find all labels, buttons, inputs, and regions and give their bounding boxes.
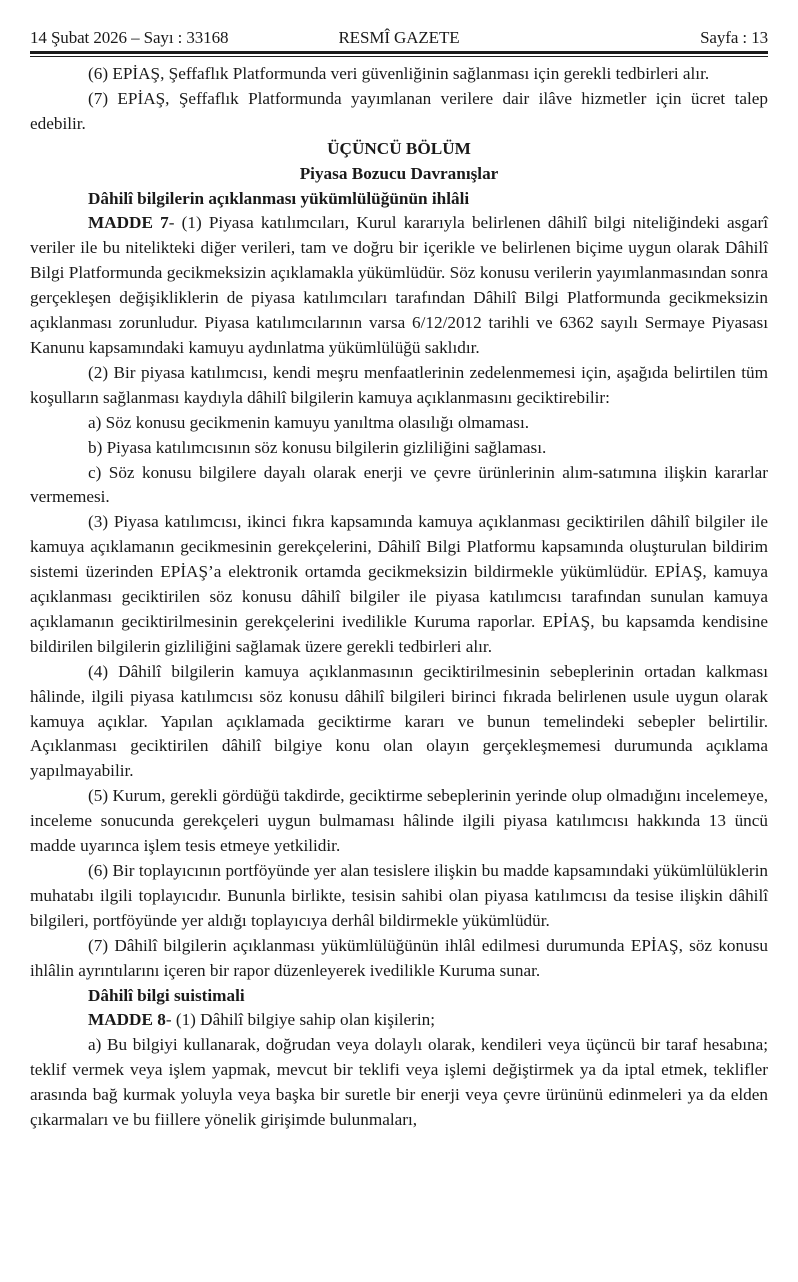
article-8-paragraph-1: MADDE 8- (1) Dâhilî bilgiye sahip olan kişilerin; (88, 1010, 436, 1030)
article-8-item-a: a) Bu bilgiyi kullanarak, doğrudan veya dolaylı olarak, kendileri veya üçüncü bir taraf hesabına; teklif vermek veya işlem yapmak, mevcut bir teklifi veya işlemi değiştirmek ya da iptal etmek, teklifler arasında bağ kurmak yoluyla veya başka bir suretle bir enerji veya çevre ürününü edinmeleri ya da elden çıkarmaları ve bu fiillere yönelik girişimde bulunmaları, (30, 1035, 768, 1130)
article-7-paragraph-1: MADDE 7- (1) Piyasa katılımcıları, Kurul kararıyla belirlenen dâhilî bilgi niteliğindeki asgarî veriler ile bu nitelikteki diğer verileri, tam ve doğru bir içerikle ve belirlenen biçime uygun olarak Dâhilî Bilgi Platformunda gecikmeksizin açıklamakla yükümlüdür. Söz konusu verilerin yayımlanmasından sonra gerçekleşen değişikliklerin de piyasa katılımcıları tarafından Dâhilî Bilgi Platformunda gecikmeksizin açıklanması zorunludur. Piyasa katılımcılarının varsa 6/12/2012 tarihli ve 6362 sayılı Sermaye Piyasası Kanunu kapsamındaki kamuyu aydınlatma yükümlülüğü saklıdır. (30, 213, 768, 357)
article-8-heading: Dâhilî bilgi suistimali (88, 985, 245, 1005)
section-subtitle: Piyasa Bozucu Davranışlar (299, 163, 499, 183)
gazette-page (30, 0, 768, 1130)
article-7-label: MADDE 7 (88, 213, 169, 233)
article-7-paragraph-3: (3) Piyasa katılımcısı, ikinci fıkra kapsamında kamuya açıklanması geciktirilen dâhilî bilgiler ile kamuya açıklamanın gecikmesinin gerekçelerini, Dâhilî Bilgi Platformu kapsamında oluşturulan bildirim sistemi üzerinden EPİAŞ’a elektronik ortamda gecikmeksizin bildirmekle yükümlüdür. EPİAŞ, kamuya açıklanması geciktirilen söz konusu dâhilî bilgiler ile piyasa katılımcısı tarafından sunulan kamuya açıklamanın geciktirilmesinin gerekçelerini ivedilikle Kuruma raporlar. EPİAŞ, bu kapsamda kendisine bildirilen bilgilerin gizliliğini sağlamak üzere gerekli tedbirleri alır. (30, 512, 768, 656)
paragraph: (6) EPİAŞ, Şeffaflık Platformunda veri güvenliğinin sağlanması için gerekli tedbirleri alır. (88, 64, 710, 83)
article-7-item-b: b) Piyasa katılımcısının söz konusu bilgilerin gizliliğini sağlaması. (88, 437, 547, 457)
article-7-paragraph-7: (7) Dâhilî bilgilerin açıklanması yükümlülüğünün ihlâl edilmesi durumunda EPİAŞ, söz konusu ihlâlin ayrıntılarını içeren bir rapor düzenleyerek ivedilikle Kuruma sunar. (30, 935, 768, 980)
page-header (30, 0, 768, 52)
issue-date: 14 Şubat 2026 – Sayı : 33168 (30, 28, 229, 47)
header-rule-thick (30, 51, 768, 54)
article-7-paragraph-6: (6) Bir toplayıcının portföyünde yer alan tesislere ilişkin bu madde kapsamındaki yükümlülüklerin muhatabı ilgili toplayıcıdır. Bununla birlikte, tesisin sahibi olan piyasa katılımcısı da tesise ilişkin dâhilî bilgileri, portföyünde yer aldığı toplayıcıya derhâl bildirmekle yükümlüdür. (30, 861, 768, 930)
article-7-item-c: c) Söz konusu bilgilere dayalı olarak enerji ve çevre ürünlerinin alım-satımına ilişkin kararlar vermemesi. (30, 462, 768, 507)
header-rule-thin (30, 56, 768, 57)
section-title: ÜÇÜNCÜ BÖLÜM (327, 138, 471, 158)
publication-title: RESMÎ GAZETE (338, 28, 460, 47)
article-7-heading: Dâhilî bilgilerin açıklanması yükümlülüğünün ihlâli (88, 188, 470, 208)
article-8-label: MADDE 8 (88, 1010, 166, 1030)
page-number: Sayfa : 13 (700, 28, 768, 47)
article-7-paragraph-5: (5) Kurum, gerekli gördüğü takdirde, geciktirme sebeplerinin yerinde olup olmadığını incelemeye, inceleme sonucunda gerekçeleri uygun bulmaması hâlinde ilgili piyasa katılımcısı hakkında 13 üncü madde uyarınca işlem tesis etmeye yetkilidir. (30, 786, 768, 856)
article-7-paragraph-2: (2) Bir piyasa katılımcısı, kendi meşru menfaatlerinin zedelenmemesi için, aşağıda belirtilen tüm koşulların sağlanması kaydıyla dâhilî bilgilerin kamuya açıklanmasını geciktirebilir: (30, 362, 768, 407)
article-7-paragraph-4: (4) Dâhilî bilgilerin kamuya açıklanmasının geciktirilmesinin sebeplerinin ortadan kalkması hâlinde, ilgili piyasa katılımcısı söz konusu dâhilî bilgileri birinci fıkrada belirlenen usule uygun olarak kamuya açıklar. Yapılan açıklamada geciktirme kararı ve bunun temelindeki sebepler belirtilir. Açıklanması geciktirilen dâhilî bilgiye konu olan olayın gerçekleşmemesi durumunda açıklama yapılmayabilir. (30, 661, 768, 781)
document-body (30, 62, 768, 1133)
paragraph: (7) EPİAŞ, Şeffaflık Platformunda yayımlanan verilere dair ilâve hizmetler için ücret talep edebilir. (30, 88, 768, 133)
article-7-item-a: a) Söz konusu gecikmenin kamuyu yanıltma olasılığı olmaması. (88, 412, 530, 432)
